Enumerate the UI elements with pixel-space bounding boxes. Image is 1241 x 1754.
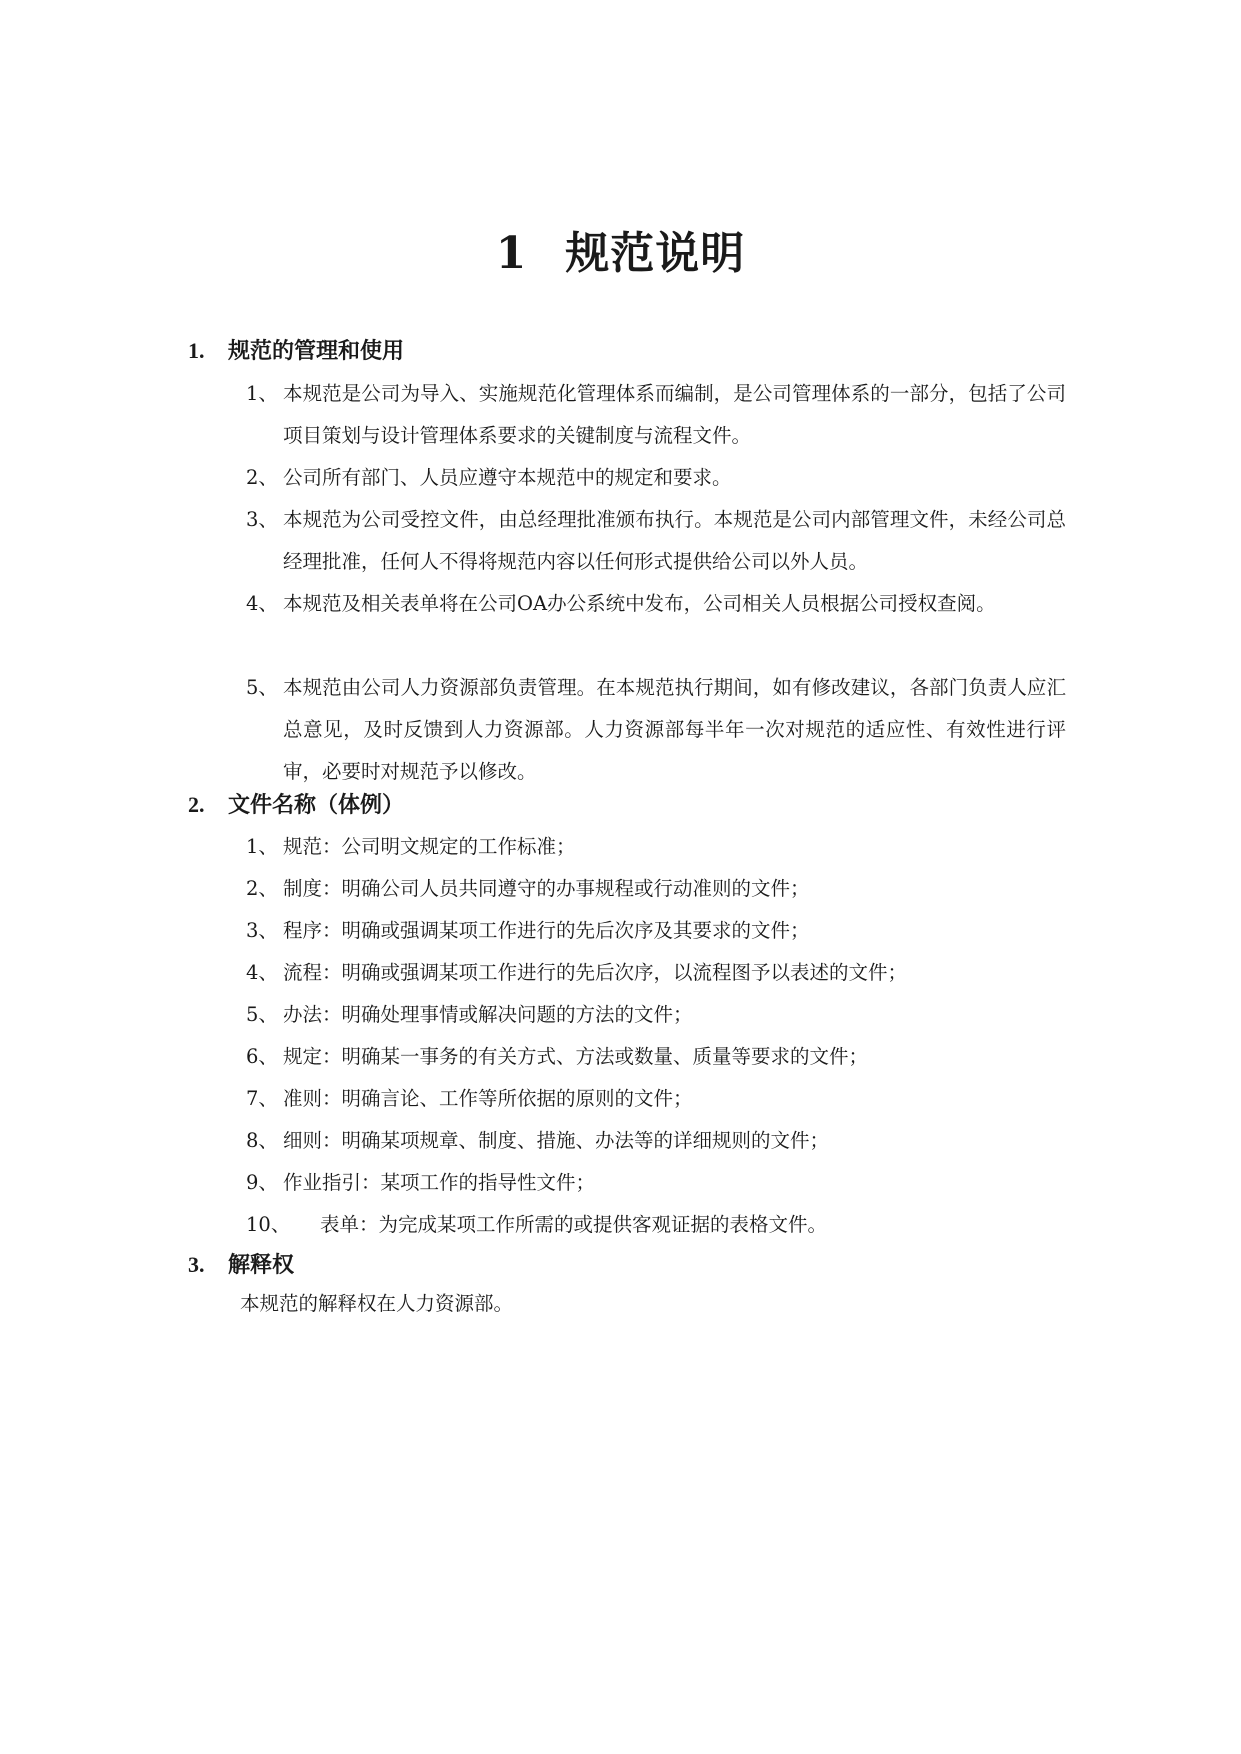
item-text: 细则：明确某项规章、制度、措施、办法等的详细规则的文件；	[283, 1129, 830, 1152]
list-item	[246, 583, 1066, 625]
list-item	[246, 952, 1066, 994]
section-heading-management	[188, 333, 404, 370]
item-number: 7、	[246, 1087, 278, 1110]
item-number: 8、	[246, 1129, 278, 1152]
title-text: 规范说明	[565, 228, 746, 279]
item-text: 程序：明确或强调某项工作进行的先后次序及其要求的文件；	[283, 919, 810, 942]
item-text: 准则：明确言论、工作等所依据的原则的文件；	[283, 1087, 693, 1110]
section-title: 规范的管理和使用	[228, 339, 405, 364]
list-item	[246, 457, 1066, 499]
item-number: 1、	[246, 382, 278, 405]
list-item	[246, 1162, 1066, 1204]
title-number: 1	[495, 228, 528, 279]
list-item	[246, 1120, 1066, 1162]
list-item	[246, 499, 1066, 583]
item-text: 制度：明确公司人员共同遵守的办事规程或行动准则的文件；	[283, 877, 810, 900]
section-title: 解释权	[228, 1253, 295, 1278]
list-item	[246, 1078, 1066, 1120]
item-number: 10、	[246, 1213, 291, 1236]
item-number: 3、	[246, 508, 278, 531]
section-heading-file-names	[188, 787, 404, 824]
section-title: 文件名称（体例）	[228, 793, 405, 818]
item-text: 作业指引：某项工作的指导性文件；	[283, 1171, 596, 1194]
list-item	[246, 667, 1066, 793]
item-text: 本规范是公司为导入、实施规范化管理体系而编制，是公司管理体系的一部分，包括了公司项目策划与设计管理体系要求的关键制度与流程文件。	[283, 382, 1066, 447]
item-text: 公司所有部门、人员应遵守本规范中的规定和要求。	[283, 466, 732, 489]
item-number: 5、	[246, 1003, 278, 1026]
item-number: 2、	[246, 466, 278, 489]
section-paragraph: 本规范的解释权在人力资源部。	[240, 1292, 514, 1315]
item-number: 4、	[246, 592, 278, 615]
item-number: 3、	[246, 919, 278, 942]
item-text: 本规范及相关表单将在公司OA办公系统中发布，公司相关人员根据公司授权查阅。	[283, 592, 996, 615]
section-heading-interpretation	[188, 1247, 294, 1284]
item-number: 6、	[246, 1045, 278, 1068]
item-number: 4、	[246, 961, 278, 984]
section-number: 3.	[188, 1252, 205, 1277]
item-number: 1、	[246, 835, 278, 858]
list-item	[246, 373, 1066, 457]
section-number: 1.	[188, 338, 205, 363]
list-item	[246, 868, 1066, 910]
list-item	[246, 826, 1066, 868]
item-number: 9、	[246, 1171, 278, 1194]
item-text: 本规范由公司人力资源部负责管理。在本规范执行期间，如有修改建议，各部门负责人应汇总意见，及时反馈到人力资源部。人力资源部每半年一次对规范的适应性、有效性进行评审，必要时对规范予以修改。	[283, 676, 1066, 783]
item-text: 表单：为完成某项工作所需的或提供客观证据的表格文件。	[320, 1213, 828, 1236]
item-number: 5、	[246, 676, 278, 699]
item-text: 流程：明确或强调某项工作进行的先后次序，以流程图予以表述的文件；	[283, 961, 908, 984]
item-text: 本规范为公司受控文件，由总经理批准颁布执行。本规范是公司内部管理文件，未经公司总经理批准，任何人不得将规范内容以任何形式提供给公司以外人员。	[283, 508, 1066, 573]
list-item	[246, 1036, 1066, 1078]
page-title	[0, 222, 1241, 286]
item-text: 办法：明确处理事情或解决问题的方法的文件；	[283, 1003, 693, 1026]
list-item	[246, 1204, 1066, 1246]
list-item	[246, 910, 1066, 952]
item-text: 规范：公司明文规定的工作标准；	[283, 835, 576, 858]
section-number: 2.	[188, 792, 205, 817]
item-number: 2、	[246, 877, 278, 900]
item-text: 规定：明确某一事务的有关方式、方法或数量、质量等要求的文件；	[283, 1045, 869, 1068]
list-item	[246, 994, 1066, 1036]
